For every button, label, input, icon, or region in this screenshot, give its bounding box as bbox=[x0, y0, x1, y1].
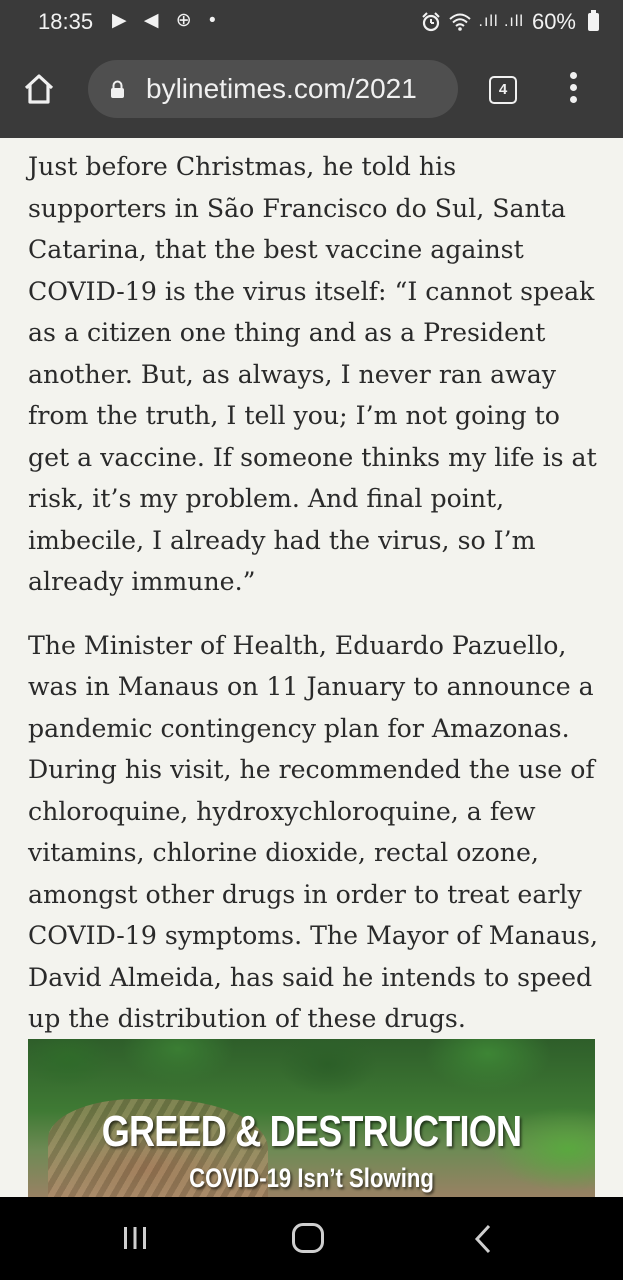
tab-switcher-button[interactable]: 4 bbox=[489, 76, 517, 104]
promo-subhead: COVID-19 Isn’t Slowing bbox=[189, 1163, 434, 1193]
lock-icon bbox=[110, 80, 125, 98]
notification-icons: ▶ ◀ ⊕ • bbox=[112, 10, 222, 31]
battery-percent: 60% bbox=[531, 9, 576, 34]
recent-apps-icon[interactable] bbox=[120, 1225, 150, 1251]
browser-toolbar bbox=[0, 42, 623, 138]
status-bar bbox=[0, 0, 623, 42]
back-icon[interactable] bbox=[472, 1223, 494, 1255]
system-nav-bar bbox=[0, 1197, 623, 1280]
home-circle-icon[interactable] bbox=[292, 1223, 324, 1253]
status-right-group bbox=[421, 9, 600, 35]
url-text: bylinetimes.com/2021 bbox=[146, 73, 417, 104]
status-time: 18:35 bbox=[38, 9, 94, 34]
more-vertical-icon[interactable] bbox=[566, 72, 580, 108]
address-bar[interactable] bbox=[88, 60, 458, 118]
home-icon[interactable] bbox=[22, 72, 56, 106]
alarm-icon bbox=[421, 12, 441, 32]
signal-strength: .ıll .ıll bbox=[478, 13, 524, 30]
promo-headline: GREED & DESTRUCTION bbox=[101, 1107, 522, 1156]
promo-banner[interactable] bbox=[28, 1039, 595, 1199]
article-paragraph: Just before Christmas, he told his supporters in São Francisco do Sul, Santa Catarina, that the best vaccine against COVID-19 is the virus itself: “I cannot speak as a citizen one thing and as a President another. But, as always, I never ran away from the truth, I tell you; I’m not going to get a vaccine. If someone thinks my life is at risk, it’s my problem. And final point, imbecile, I already had the virus, so I’m already immune.” bbox=[28, 152, 597, 596]
wifi-icon bbox=[449, 13, 471, 31]
article-paragraph: The Minister of Health, Eduardo Pazuello, was in Manaus on 11 January to announce a pandemic contingency plan for Amazonas. During his visit, he recommended the use of chloroquine, hydroxychloroquine, a few vitamins, chlorine dioxide, rectal ozone, amongst other drugs in order to treat early COVID-19 symptoms. The Mayor of Manaus, David Almeida, has said he intends to speed up the distribution of these drugs. bbox=[28, 630, 598, 1033]
article-body bbox=[28, 146, 598, 1062]
battery-icon bbox=[588, 13, 599, 31]
